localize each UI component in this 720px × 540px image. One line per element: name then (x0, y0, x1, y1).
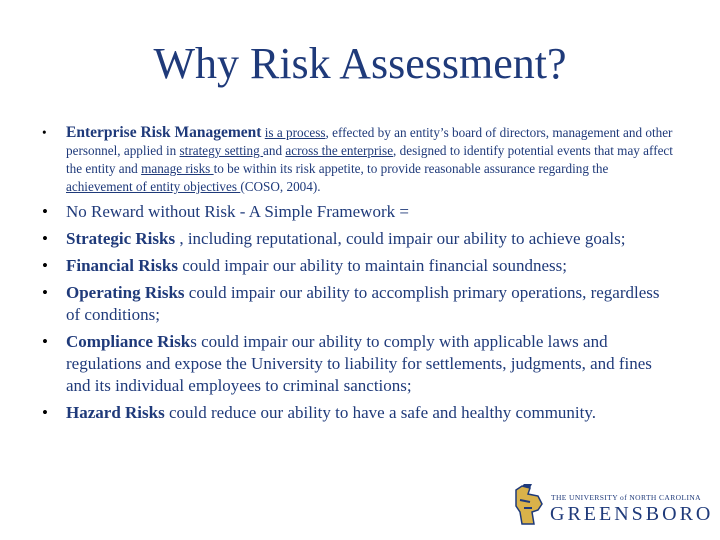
bullet-erm-text: , designed to identify potential events that may affect the entity and (66, 143, 673, 176)
bullet-erm-underline: across the enterprise (285, 143, 394, 158)
bullet-erm-underline: strategy setting (179, 143, 264, 158)
bullet-no-reward (40, 201, 676, 223)
bullet-marker: • (42, 125, 47, 140)
spartan-helmet-icon (508, 484, 548, 530)
bullet-no-reward-text: No Reward without Risk - A Simple Framework = (66, 202, 409, 221)
bullet-operating-text: could impair our ability to accomplish primary operations, regardless of conditions; (66, 283, 660, 324)
bullet-marker: • (42, 332, 48, 351)
bullet-operating-lead: Operating Risks (66, 283, 185, 302)
bullet-financial-lead: Financial Risks (66, 256, 178, 275)
bullet-list (40, 124, 676, 429)
bullet-compliance-lead-tail: s (190, 332, 197, 351)
bullet-erm-text: to be within its risk appetite, to provide reasonable assurance regarding the (213, 161, 609, 176)
bullet-hazard-text: could reduce our ability to have a safe and healthy community. (164, 403, 597, 422)
bullet-marker: • (42, 283, 48, 302)
bullet-strategic (40, 228, 676, 250)
bullet-marker: • (42, 202, 48, 221)
bullet-financial-text: could impair our ability to maintain financial soundness; (177, 256, 567, 275)
bullet-strategic-lead: Strategic Risks (66, 229, 176, 248)
bullet-erm-text: (COSO, 2004). (240, 179, 321, 194)
bullet-erm-lead: Enterprise Risk Management (66, 124, 262, 141)
bullet-financial (40, 255, 676, 277)
bullet-compliance-lead: Compliance Risk (66, 332, 191, 351)
slide-title: Why Risk Assessment? (153, 39, 567, 88)
bullet-marker: • (42, 403, 48, 422)
bullet-operating (40, 282, 676, 326)
bullet-compliance (40, 331, 676, 397)
bullet-compliance-text: could impair our ability to comply with applicable laws and regulations and expose the University to liability for settlements, judgments, and fines and its individual employees to criminal sanctions; (66, 332, 652, 395)
bullet-erm-underline: manage risks (141, 161, 214, 176)
bullet-erm-underline: is a process (264, 125, 326, 140)
logo-top-line: THE UNIVERSITY of NORTH CAROLINA (551, 493, 701, 502)
bullet-hazard-lead: Hazard Risks (66, 403, 165, 422)
bullet-strategic-text: , including reputational, could impair our ability to achieve goals; (175, 229, 626, 248)
bullet-erm-text: and (263, 143, 286, 158)
bullet-erm (40, 124, 676, 196)
bullet-erm-text: , effected by an entity’s board of directors, management and other personnel, applied in (66, 125, 673, 158)
bullet-hazard (40, 402, 676, 424)
logo-wordmark: GREENSBORO (550, 503, 714, 525)
bullet-marker: • (42, 229, 48, 248)
bullet-marker: • (42, 256, 48, 275)
bullet-erm-underline: achievement of entity objectives (66, 179, 241, 194)
